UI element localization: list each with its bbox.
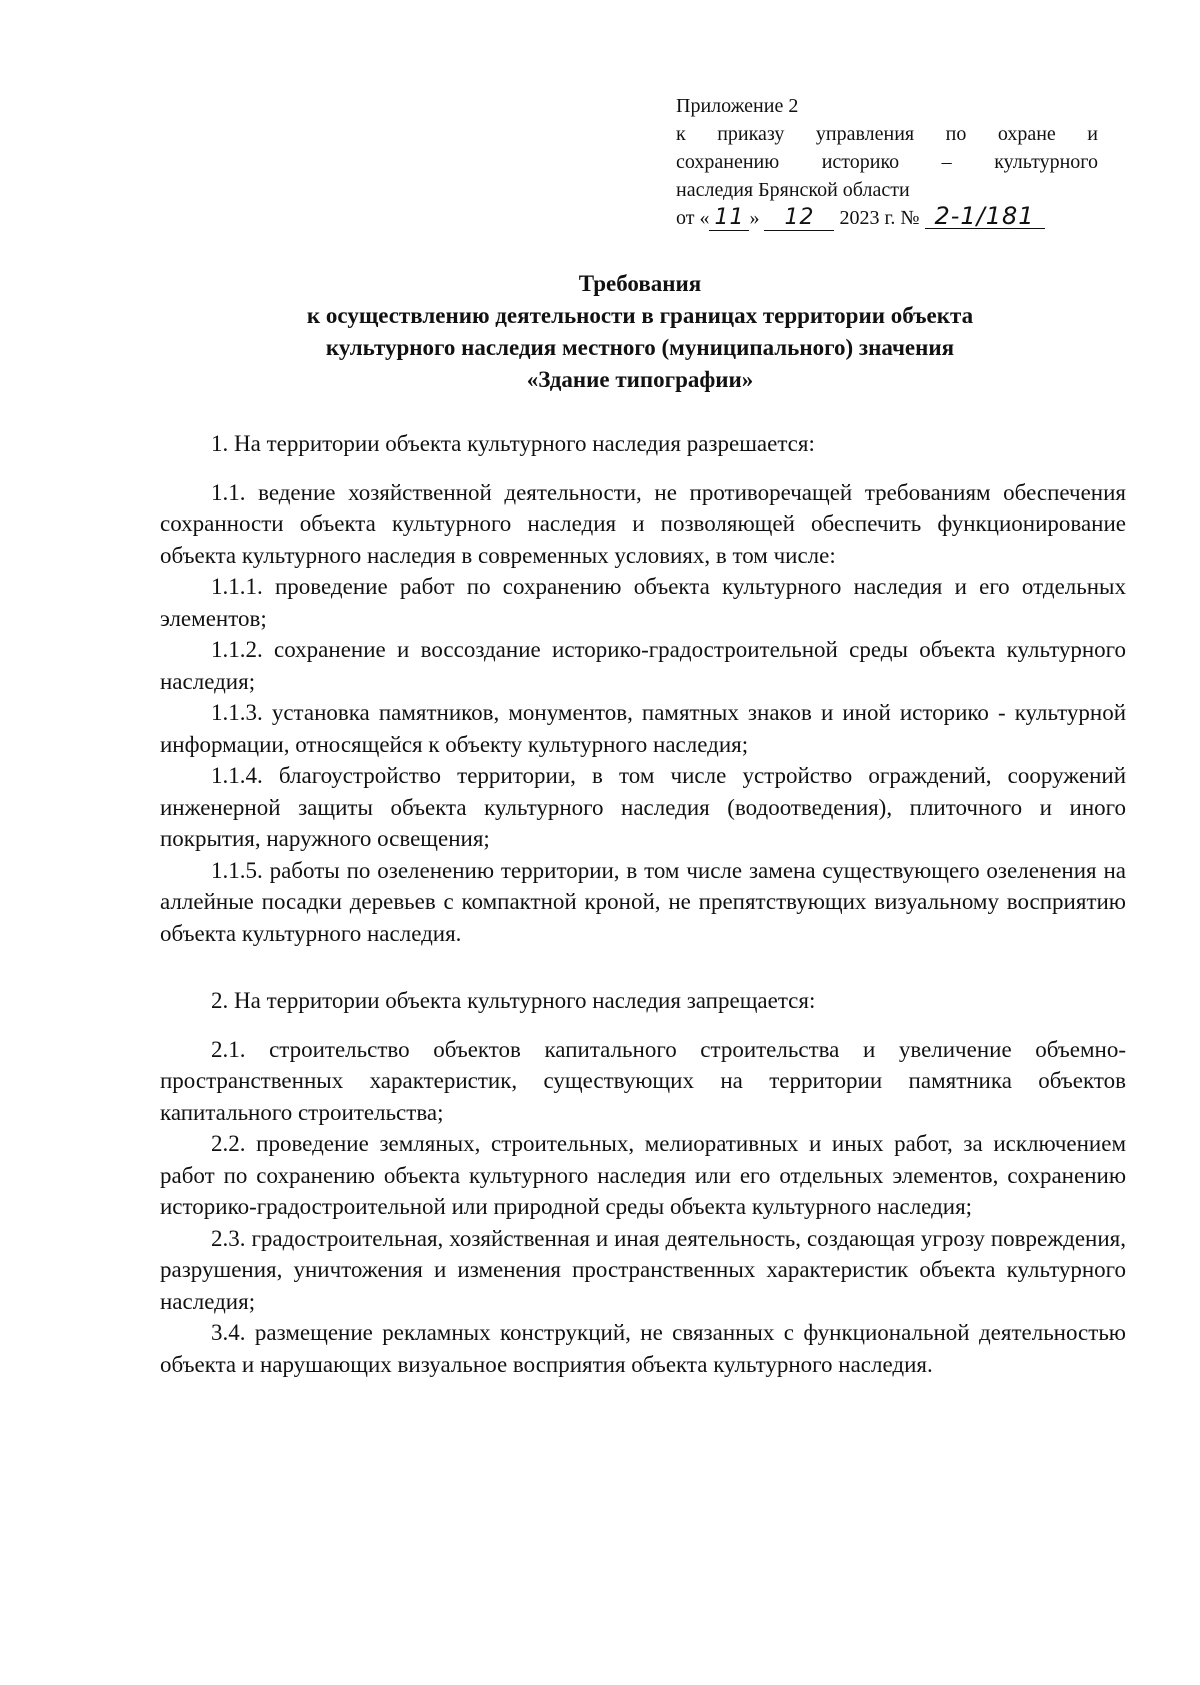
appendix-title: Приложение 2 (676, 95, 799, 117)
document-body (160, 428, 1126, 1380)
handwritten-day: 11 (709, 206, 749, 231)
paragraph-1-1-3: 1.1.3. установка памятников, монументов, памятных знаков и иной историко - культурной информации, относящейся к объекту культурного наследия; (160, 700, 1126, 757)
paragraph-1-1-2: 1.1.2. сохранение и воссоздание историко-градостроительной среды объекта культурного наследия; (160, 637, 1126, 694)
document-title (160, 268, 1120, 396)
paragraph-2-2: 2.2. проведение земляных, строительных, мелиоративных и иных работ, за исключением работ по сохранению объекта культурного наследия или его отдельных элементов, сохранению историко-градостроительной или природной среды объекта культурного наследия; (160, 1131, 1126, 1219)
appendix-authority-line: сохранению историко – культурного (676, 151, 1098, 173)
date-year: 2023 г. № (839, 207, 920, 229)
paragraph-1-1-5: 1.1.5. работы по озеленению территории, в том числе замена существующего озеленения на аллейные посадки деревьев с компактной кроной, не препятствующих визуальному восприятию объекта культурного наследия. (160, 857, 1126, 946)
date-prefix: от « (676, 207, 710, 229)
paragraph-2-3: 2.3. градостроительная, хозяйственная и иная деятельность, создающая угрозу повреждения, разрушения, уничтожения и изменения пространственных характеристик объекта культурного наследия; (160, 1225, 1126, 1314)
handwritten-order-number: 2-1/181 (925, 204, 1045, 229)
appendix-date-line (676, 204, 1098, 232)
title-line-2: к осуществлению деятельности в границах территории объекта (306, 303, 974, 328)
paragraph-2-1: 2.1. строительство объектов капитального строительства и увеличение объемно-пространственных характеристик, существующих на территории памятника объектов капитального строительства; (160, 1036, 1126, 1125)
title-line-4: «Здание типографии» (526, 367, 754, 392)
appendix-region-line: наследия Брянской области (676, 179, 910, 201)
appendix-order-line: к приказу управления по охране и (676, 123, 1098, 145)
appendix-block (676, 92, 1098, 232)
paragraph-1-1-1: 1.1.1. проведение работ по сохранению объекта культурного наследия и его отдельных элементов; (160, 574, 1126, 631)
paragraph-1-1-4: 1.1.4. благоустройство территории, в том числе устройство ограждений, сооружений инженерной защиты объекта культурного наследия (водоотведения), плиточного и иного покрытия, наружного освещения; (160, 763, 1126, 851)
paragraph-1-1: 1.1. ведение хозяйственной деятельности, не противоречащей требованиям обеспечения сохранности объекта культурного наследия и позволяющей обеспечить функционирование объекта культурного наследия в современных условиях, в том числе: (160, 479, 1126, 568)
section-2-heading: 2. На территории объекта культурного наследия запрещается: (211, 988, 816, 1013)
section-1-heading: 1. На территории объекта культурного наследия разрешается: (211, 431, 815, 456)
handwritten-month: 12 (764, 206, 834, 231)
paragraph-3-4: 3.4. размещение рекламных конструкций, не связанных с функциональной деятельностью объекта и нарушающих визуальное восприятия объекта культурного наследия. (160, 1320, 1126, 1377)
date-quote-close: » (749, 207, 760, 229)
title-line-1: Требования (578, 271, 702, 296)
title-line-3: культурного наследия местного (муниципального) значения (325, 335, 955, 360)
